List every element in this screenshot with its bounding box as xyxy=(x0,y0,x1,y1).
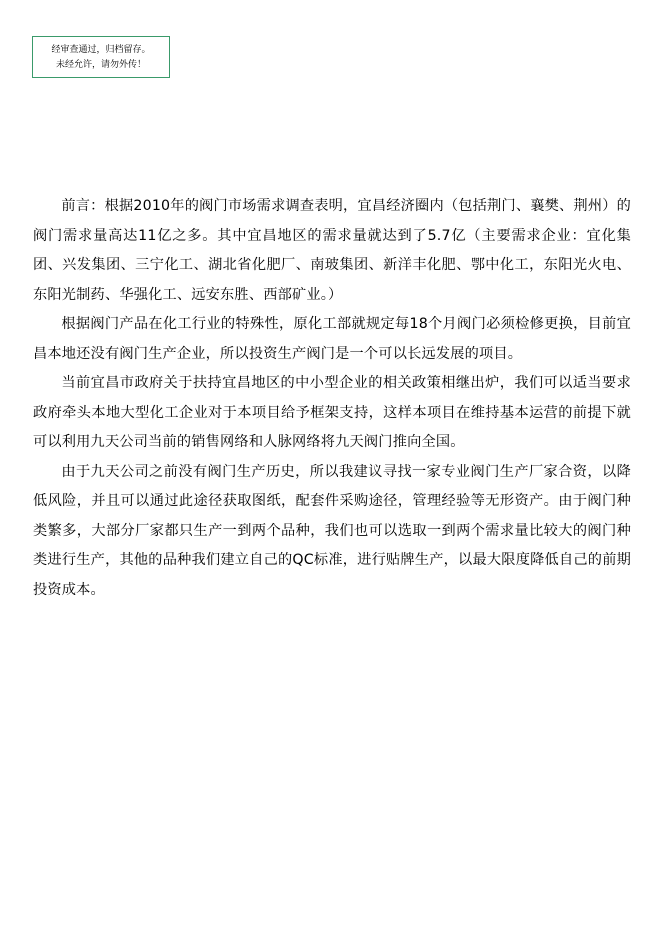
notice-line-1: 经审查通过，归档留存。 xyxy=(51,45,151,55)
paragraph-preface: 前言：根据2010年的阀门市场需求调查表明，宜昌经济圈内（包括荆门、襄樊、荆州）的阀门需求量高达11亿之多。其中宜昌地区的需求量就达到了5.7亿（主要需求企业：宜化集团、兴发集团、三宁化工、湖北省化肥厂、南玻集团、新洋丰化肥、鄂中化工，东阳光火电、东阳光制药、华强化工、远安东胜、西部矿业。） xyxy=(33,198,631,303)
document-body xyxy=(33,192,631,605)
paragraph-government-policy: 当前宜昌市政府关于扶持宜昌地区的中小型企业的相关政策相继出炉，我们可以适当要求政府牵头本地大型化工企业对于本项目给予框架支持，这样本项目在维持基本运营的前提下就可以利用九天公司当前的销售网络和人脉网络将九天阀门推向全国。 xyxy=(33,375,631,450)
paragraph-maintenance-cycle: 根据阀门产品在化工行业的特殊性，原化工部就规定每18个月阀门必须检修更换，目前宜昌本地还没有阀门生产企业，所以投资生产阀门是一个可以长远发展的项目。 xyxy=(33,316,631,362)
notice-line-2: 未经允许，请勿外传！ xyxy=(55,60,146,70)
confidentiality-notice xyxy=(32,36,170,78)
paragraph-joint-venture: 由于九天公司之前没有阀门生产历史，所以我建议寻找一家专业阀门生产厂家合资，以降低风险，并且可以通过此途径获取图纸，配套件采购途径，管理经验等无形资产。由于阀门种类繁多，大部分厂家都只生产一到两个品种，我们也可以选取一到两个需求量比较大的阀门种类进行生产，其他的品种我们建立自己的QC标准，进行贴牌生产，以最大限度降低自己的前期投资成本。 xyxy=(33,463,631,598)
